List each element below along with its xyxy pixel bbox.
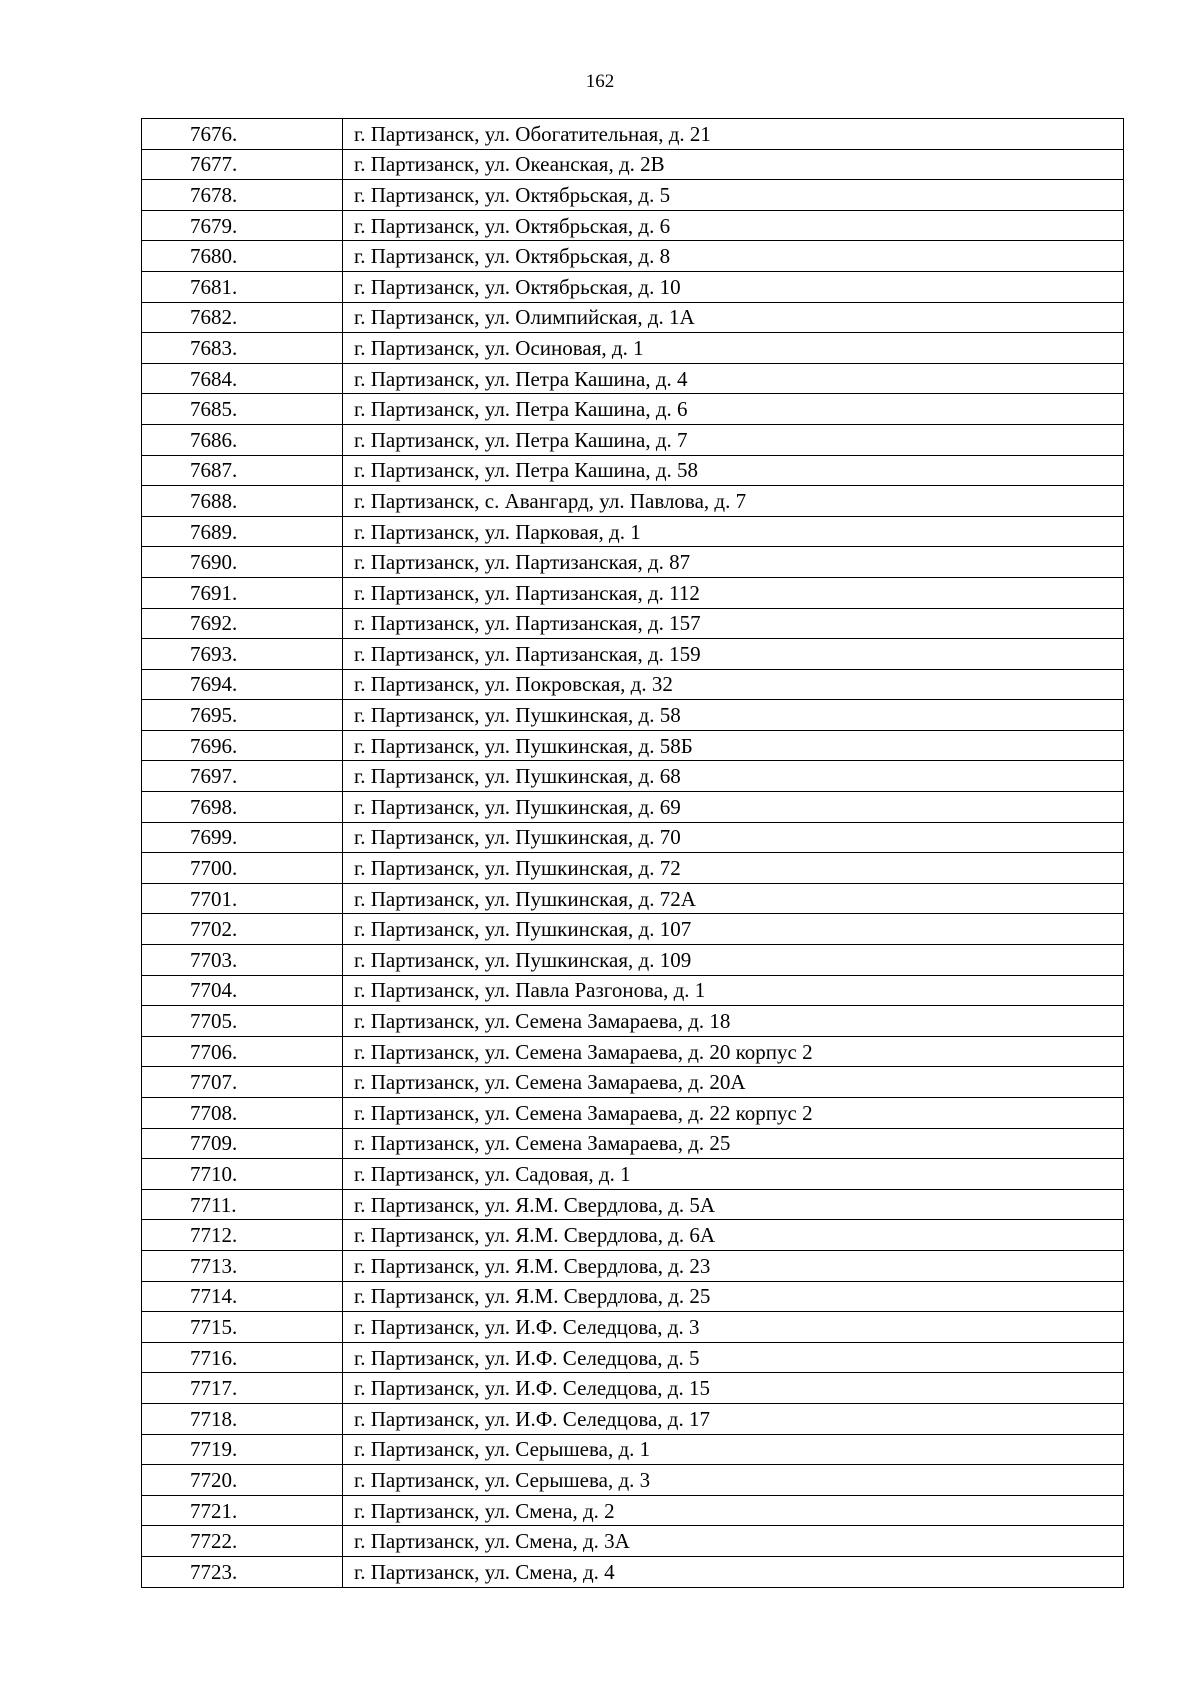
row-number-cell: 7714. <box>142 1281 343 1312</box>
row-number-cell: 7702. <box>142 914 343 945</box>
row-number-cell: 7700. <box>142 853 343 884</box>
row-number-cell: 7690. <box>142 547 343 578</box>
row-number-cell: 7713. <box>142 1250 343 1281</box>
row-number-cell: 7682. <box>142 302 343 333</box>
table-row <box>142 424 1124 455</box>
address-cell: г. Партизанск, ул. Серышева, д. 1 <box>343 1434 1124 1465</box>
row-number-cell: 7685. <box>142 394 343 425</box>
table-row <box>142 792 1124 823</box>
row-number-cell: 7716. <box>142 1342 343 1373</box>
row-number-cell: 7705. <box>142 1006 343 1037</box>
table-row <box>142 822 1124 853</box>
table-row <box>142 1403 1124 1434</box>
row-number-cell: 7718. <box>142 1403 343 1434</box>
table-row <box>142 577 1124 608</box>
address-cell: г. Партизанск, ул. Садовая, д. 1 <box>343 1159 1124 1190</box>
address-cell: г. Партизанск, ул. И.Ф. Селедцова, д. 3 <box>343 1312 1124 1343</box>
table-row <box>142 975 1124 1006</box>
row-number-cell: 7703. <box>142 945 343 976</box>
table-row <box>142 180 1124 211</box>
row-number-cell: 7708. <box>142 1098 343 1129</box>
address-cell: г. Партизанск, ул. Партизанская, д. 159 <box>343 639 1124 670</box>
row-number-cell: 7720. <box>142 1465 343 1496</box>
address-cell: г. Партизанск, ул. Пушкинская, д. 109 <box>343 945 1124 976</box>
address-cell: г. Партизанск, ул. Олимпийская, д. 1А <box>343 302 1124 333</box>
table-row <box>142 1220 1124 1251</box>
table-row <box>142 1128 1124 1159</box>
row-number-cell: 7715. <box>142 1312 343 1343</box>
table-row <box>142 853 1124 884</box>
table-row <box>142 883 1124 914</box>
table-row <box>142 1495 1124 1526</box>
row-number-cell: 7688. <box>142 486 343 517</box>
table-row <box>142 945 1124 976</box>
address-cell: г. Партизанск, ул. Октябрьская, д. 6 <box>343 210 1124 241</box>
address-cell: г. Партизанск, ул. Пушкинская, д. 68 <box>343 761 1124 792</box>
address-cell: г. Партизанск, ул. Смена, д. 4 <box>343 1556 1124 1587</box>
table-row <box>142 1159 1124 1190</box>
address-cell: г. Партизанск, ул. Покровская, д. 32 <box>343 669 1124 700</box>
address-cell: г. Партизанск, ул. Семена Замараева, д. 20 корпус 2 <box>343 1036 1124 1067</box>
row-number-cell: 7689. <box>142 516 343 547</box>
address-cell: г. Партизанск, ул. Осиновая, д. 1 <box>343 333 1124 364</box>
table-row <box>142 1098 1124 1129</box>
address-table-body <box>142 119 1124 1588</box>
address-cell: г. Партизанск, ул. Октябрьская, д. 5 <box>343 180 1124 211</box>
table-row <box>142 730 1124 761</box>
page-number: 162 <box>585 71 615 92</box>
table-row <box>142 455 1124 486</box>
address-cell: г. Партизанск, ул. Партизанская, д. 157 <box>343 608 1124 639</box>
address-cell: г. Партизанск, ул. Океанская, д. 2В <box>343 149 1124 180</box>
address-cell: г. Партизанск, ул. Пушкинская, д. 72 <box>343 853 1124 884</box>
table-row <box>142 149 1124 180</box>
table-row <box>142 1189 1124 1220</box>
row-number-cell: 7678. <box>142 180 343 211</box>
row-number-cell: 7704. <box>142 975 343 1006</box>
address-cell: г. Партизанск, ул. И.Ф. Селедцова, д. 15 <box>343 1373 1124 1404</box>
table-row <box>142 1250 1124 1281</box>
row-number-cell: 7693. <box>142 639 343 670</box>
row-number-cell: 7711. <box>142 1189 343 1220</box>
table-row <box>142 1342 1124 1373</box>
row-number-cell: 7687. <box>142 455 343 486</box>
table-row <box>142 914 1124 945</box>
table-row <box>142 1067 1124 1098</box>
address-cell: г. Партизанск, ул. Пушкинская, д. 69 <box>343 792 1124 823</box>
table-row <box>142 486 1124 517</box>
table-row <box>142 302 1124 333</box>
address-cell: г. Партизанск, ул. Октябрьская, д. 8 <box>343 241 1124 272</box>
row-number-cell: 7692. <box>142 608 343 639</box>
table-row <box>142 547 1124 578</box>
address-cell: г. Партизанск, ул. Парковая, д. 1 <box>343 516 1124 547</box>
address-table <box>141 118 1124 1588</box>
table-row <box>142 1434 1124 1465</box>
address-cell: г. Партизанск, ул. Пушкинская, д. 58Б <box>343 730 1124 761</box>
row-number-cell: 7697. <box>142 761 343 792</box>
table-row <box>142 1526 1124 1557</box>
row-number-cell: 7709. <box>142 1128 343 1159</box>
row-number-cell: 7683. <box>142 333 343 364</box>
row-number-cell: 7679. <box>142 210 343 241</box>
table-row <box>142 333 1124 364</box>
address-cell: г. Партизанск, ул. Пушкинская, д. 58 <box>343 700 1124 731</box>
table-row <box>142 761 1124 792</box>
row-number-cell: 7706. <box>142 1036 343 1067</box>
address-cell: г. Партизанск, ул. Петра Кашина, д. 58 <box>343 455 1124 486</box>
address-cell: г. Партизанск, ул. Пушкинская, д. 70 <box>343 822 1124 853</box>
address-cell: г. Партизанск, ул. Смена, д. 3А <box>343 1526 1124 1557</box>
row-number-cell: 7717. <box>142 1373 343 1404</box>
address-cell: г. Партизанск, ул. Я.М. Свердлова, д. 25 <box>343 1281 1124 1312</box>
row-number-cell: 7684. <box>142 363 343 394</box>
row-number-cell: 7691. <box>142 577 343 608</box>
table-row <box>142 210 1124 241</box>
row-number-cell: 7694. <box>142 669 343 700</box>
row-number-cell: 7681. <box>142 271 343 302</box>
table-row <box>142 394 1124 425</box>
table-row <box>142 1556 1124 1587</box>
row-number-cell: 7698. <box>142 792 343 823</box>
address-cell: г. Партизанск, ул. И.Ф. Селедцова, д. 17 <box>343 1403 1124 1434</box>
table-row <box>142 241 1124 272</box>
row-number-cell: 7712. <box>142 1220 343 1251</box>
row-number-cell: 7680. <box>142 241 343 272</box>
table-row <box>142 119 1124 150</box>
address-cell: г. Партизанск, ул. Петра Кашина, д. 6 <box>343 394 1124 425</box>
address-cell: г. Партизанск, ул. Петра Кашина, д. 7 <box>343 424 1124 455</box>
table-row <box>142 639 1124 670</box>
table-row <box>142 1036 1124 1067</box>
address-cell: г. Партизанск, ул. Пушкинская, д. 72А <box>343 883 1124 914</box>
row-number-cell: 7721. <box>142 1495 343 1526</box>
address-cell: г. Партизанск, ул. Семена Замараева, д. 22 корпус 2 <box>343 1098 1124 1129</box>
address-cell: г. Партизанск, ул. Я.М. Свердлова, д. 23 <box>343 1250 1124 1281</box>
row-number-cell: 7695. <box>142 700 343 731</box>
address-cell: г. Партизанск, ул. Пушкинская, д. 107 <box>343 914 1124 945</box>
row-number-cell: 7723. <box>142 1556 343 1587</box>
address-cell: г. Партизанск, ул. Семена Замараева, д. 18 <box>343 1006 1124 1037</box>
row-number-cell: 7686. <box>142 424 343 455</box>
table-row <box>142 516 1124 547</box>
row-number-cell: 7696. <box>142 730 343 761</box>
row-number-cell: 7677. <box>142 149 343 180</box>
row-number-cell: 7707. <box>142 1067 343 1098</box>
address-cell: г. Партизанск, ул. Павла Разгонова, д. 1 <box>343 975 1124 1006</box>
row-number-cell: 7701. <box>142 883 343 914</box>
address-cell: г. Партизанск, ул. Октябрьская, д. 10 <box>343 271 1124 302</box>
table-row <box>142 1006 1124 1037</box>
address-cell: г. Партизанск, ул. Я.М. Свердлова, д. 5А <box>343 1189 1124 1220</box>
address-cell: г. Партизанск, ул. И.Ф. Селедцова, д. 5 <box>343 1342 1124 1373</box>
row-number-cell: 7722. <box>142 1526 343 1557</box>
address-cell: г. Партизанск, ул. Петра Кашина, д. 4 <box>343 363 1124 394</box>
address-cell: г. Партизанск, ул. Семена Замараева, д. 25 <box>343 1128 1124 1159</box>
address-cell: г. Партизанск, ул. Семена Замараева, д. 20А <box>343 1067 1124 1098</box>
address-cell: г. Партизанск, с. Авангард, ул. Павлова, д. 7 <box>343 486 1124 517</box>
row-number-cell: 7676. <box>142 119 343 150</box>
table-row <box>142 271 1124 302</box>
table-row <box>142 1465 1124 1496</box>
table-row <box>142 1373 1124 1404</box>
table-row <box>142 1312 1124 1343</box>
address-cell: г. Партизанск, ул. Я.М. Свердлова, д. 6А <box>343 1220 1124 1251</box>
table-row <box>142 1281 1124 1312</box>
address-cell: г. Партизанск, ул. Смена, д. 2 <box>343 1495 1124 1526</box>
table-row <box>142 669 1124 700</box>
address-cell: г. Партизанск, ул. Партизанская, д. 87 <box>343 547 1124 578</box>
table-row <box>142 700 1124 731</box>
address-cell: г. Партизанск, ул. Серышева, д. 3 <box>343 1465 1124 1496</box>
address-cell: г. Партизанск, ул. Обогатительная, д. 21 <box>343 119 1124 150</box>
address-cell: г. Партизанск, ул. Партизанская, д. 112 <box>343 577 1124 608</box>
row-number-cell: 7719. <box>142 1434 343 1465</box>
row-number-cell: 7710. <box>142 1159 343 1190</box>
table-row <box>142 363 1124 394</box>
table-row <box>142 608 1124 639</box>
row-number-cell: 7699. <box>142 822 343 853</box>
